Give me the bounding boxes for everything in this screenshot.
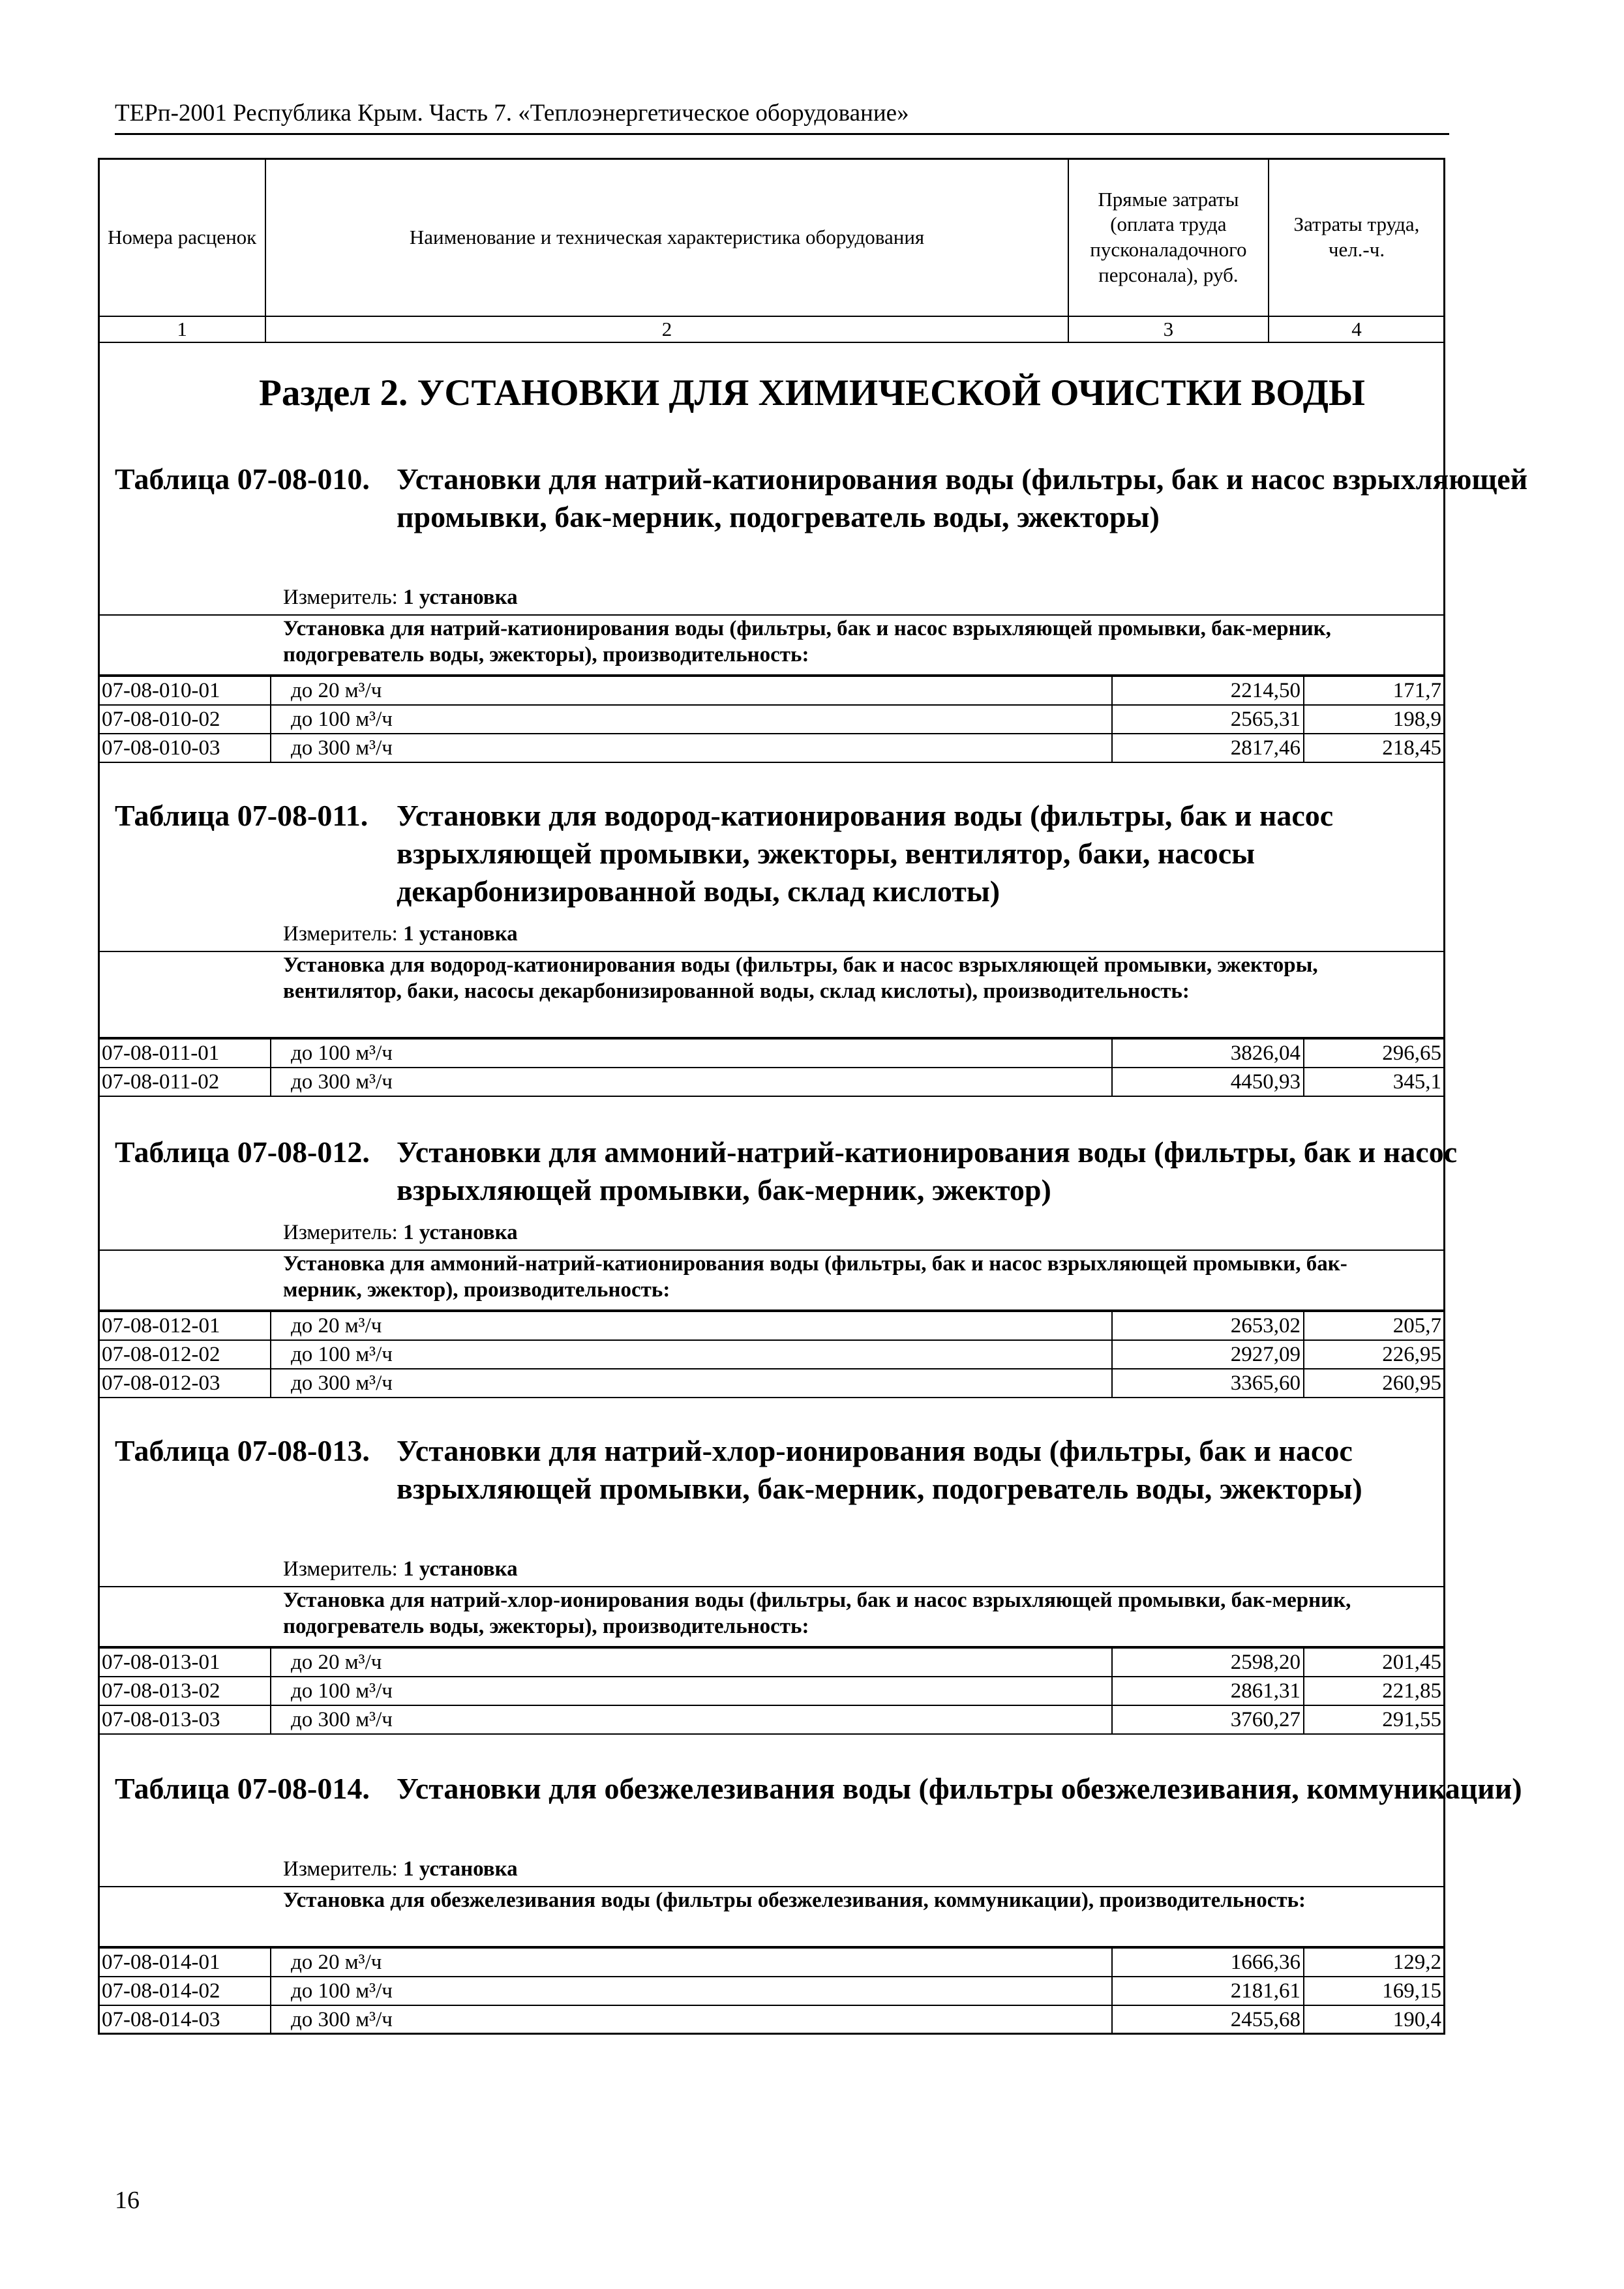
measure-label: Измеритель: — [283, 1557, 398, 1581]
table-title — [115, 1133, 1531, 1209]
rate-name: до 100 м³/ч — [271, 705, 1112, 734]
table-row — [98, 1705, 1445, 1734]
rates-table — [98, 1038, 1445, 1097]
rate-name: до 300 м³/ч — [271, 1369, 1112, 1398]
measure-value: 1 установка — [403, 1857, 518, 1881]
table-title-text: Установки для обезжелезивания воды (фильтры обезжелезивания, коммуникации) — [397, 1772, 1522, 1805]
measure-label: Измеритель: — [283, 586, 398, 609]
rate-code: 07-08-010-01 — [98, 676, 271, 705]
rate-cost: 2817,46 — [1112, 734, 1304, 762]
measure-label: Измеритель: — [283, 922, 398, 946]
measure-value: 1 установка — [403, 922, 518, 946]
rate-name: до 300 м³/ч — [271, 2005, 1112, 2034]
table-description-row — [98, 1886, 1445, 1947]
table-title-text: Установки для водород-катионирования воды (фильтры, бак и насос взрыхляющей промывки, эжекторы, вентилятор, баки, насосы декарбонизированной воды, склад кислоты) — [397, 799, 1334, 908]
rate-cost: 2181,61 — [1112, 1977, 1304, 2005]
rate-cost: 3826,04 — [1112, 1039, 1304, 1068]
rate-labor: 169,15 — [1304, 1977, 1445, 2005]
rate-name: до 300 м³/ч — [271, 1705, 1112, 1734]
table-title-text: Установки для натрий-хлор-ионирования воды (фильтры, бак и насос взрыхляющей промывки, бак-мерник, подогреватель воды, эжекторы) — [397, 1434, 1362, 1505]
rate-labor: 201,45 — [1304, 1648, 1445, 1677]
col-header-1: Номера расценок — [98, 158, 265, 316]
measure-line — [283, 1557, 518, 1581]
table-description-row — [98, 1249, 1445, 1311]
rate-code: 07-08-014-02 — [98, 1977, 271, 2005]
page-number: 16 — [115, 2187, 140, 2214]
measure-value: 1 установка — [403, 586, 518, 609]
table-description: Установка для натрий-катионирования воды (фильтры, бак и насос взрыхляющей промывки, бак-мерник, подогреватель воды, эжекторы), производительность: — [283, 617, 1331, 666]
rates-table — [98, 1647, 1445, 1735]
running-header: ТЕРп-2001 Республика Крым. Часть 7. «Теплоэнергетическое оборудование» — [115, 100, 909, 127]
table-row — [98, 1369, 1445, 1398]
rate-name: до 20 м³/ч — [271, 1648, 1112, 1677]
table-row — [98, 1039, 1445, 1068]
table-row — [98, 1068, 1445, 1096]
table-row — [98, 1648, 1445, 1677]
rate-cost: 2455,68 — [1112, 2005, 1304, 2034]
rate-labor: 260,95 — [1304, 1369, 1445, 1398]
table-title — [115, 1770, 1531, 1808]
table-description: Установка для аммоний-натрий-катионирования воды (фильтры, бак и насос взрыхляющей промывки, бак-мерник, эжектор), производительность: — [283, 1252, 1347, 1302]
table-description-row — [98, 951, 1445, 1038]
table-description: Установка для натрий-хлор-ионирования воды (фильтры, бак и насос взрыхляющей промывки, бак-мерник, подогреватель воды, эжекторы), производительность: — [283, 1589, 1351, 1638]
rate-cost: 2214,50 — [1112, 676, 1304, 705]
rate-labor: 226,95 — [1304, 1340, 1445, 1369]
rates-table — [98, 1311, 1445, 1398]
table-row — [98, 1948, 1445, 1977]
rate-name: до 100 м³/ч — [271, 1340, 1112, 1369]
measure-line — [283, 586, 518, 610]
rate-labor: 291,55 — [1304, 1705, 1445, 1734]
rate-code: 07-08-010-03 — [98, 734, 271, 762]
table-description: Установка для обезжелезивания воды (фильтры обезжелезивания, коммуникации), производительность: — [283, 1889, 1306, 1912]
rate-cost: 2598,20 — [1112, 1648, 1304, 1677]
rate-code: 07-08-014-01 — [98, 1948, 271, 1977]
table-row — [98, 705, 1445, 734]
rate-name: до 100 м³/ч — [271, 1039, 1112, 1068]
table-title-text: Установки для аммоний-натрий-катионирования воды (фильтры, бак и насос взрыхляющей промывки, бак-мерник, эжектор) — [397, 1135, 1458, 1206]
rate-name: до 20 м³/ч — [271, 676, 1112, 705]
table-code: Таблица 07-08-012. — [115, 1135, 370, 1169]
table-description-row — [98, 614, 1445, 676]
rate-code: 07-08-010-02 — [98, 705, 271, 734]
col-header-3: Прямые затраты (оплата труда пусконаладочного персонала), руб. — [1068, 158, 1269, 316]
rate-code: 07-08-012-02 — [98, 1340, 271, 1369]
rate-labor: 296,65 — [1304, 1039, 1445, 1068]
measure-value: 1 установка — [403, 1221, 518, 1244]
rate-cost: 4450,93 — [1112, 1068, 1304, 1096]
rate-labor: 129,2 — [1304, 1948, 1445, 1977]
rate-cost: 2653,02 — [1112, 1311, 1304, 1340]
rate-labor: 205,7 — [1304, 1311, 1445, 1340]
table-title — [115, 460, 1531, 536]
col-number-4: 4 — [1269, 316, 1445, 342]
measure-label: Измеритель: — [283, 1857, 398, 1881]
rate-name: до 100 м³/ч — [271, 1977, 1112, 2005]
rate-name: до 100 м³/ч — [271, 1677, 1112, 1705]
table-row — [98, 1311, 1445, 1340]
rate-cost: 1666,36 — [1112, 1948, 1304, 1977]
measure-line — [283, 1857, 518, 1881]
rate-labor: 218,45 — [1304, 734, 1445, 762]
rate-code: 07-08-011-02 — [98, 1068, 271, 1096]
col-header-2: Наименование и техническая характеристика оборудования — [265, 158, 1068, 316]
rate-code: 07-08-013-02 — [98, 1677, 271, 1705]
rate-cost: 2565,31 — [1112, 705, 1304, 734]
table-description: Установка для водород-катионирования воды (фильтры, бак и насос взрыхляющей промывки, эжекторы, вентилятор, баки, насосы декарбонизированной воды, склад кислоты), производительность: — [283, 953, 1318, 1003]
rate-name: до 20 м³/ч — [271, 1948, 1112, 1977]
table-row — [98, 1977, 1445, 2005]
rate-cost: 3365,60 — [1112, 1369, 1304, 1398]
rate-cost: 2861,31 — [1112, 1677, 1304, 1705]
table-code: Таблица 07-08-010. — [115, 462, 370, 496]
col-header-4: Затраты труда, чел.-ч. — [1269, 158, 1445, 316]
measure-label: Измеритель: — [283, 1221, 398, 1244]
rate-labor: 221,85 — [1304, 1677, 1445, 1705]
table-title-text: Установки для натрий-катионирования воды (фильтры, бак и насос взрыхляющей промывки, бак-мерник, подогреватель воды, эжекторы) — [397, 462, 1528, 533]
rate-cost: 3760,27 — [1112, 1705, 1304, 1734]
measure-line — [283, 1221, 518, 1245]
table-row — [98, 734, 1445, 762]
section-title: Раздел 2. УСТАНОВКИ ДЛЯ ХИМИЧЕСКОЙ ОЧИСТКИ ВОДЫ — [259, 372, 1365, 413]
table-row — [98, 2005, 1445, 2034]
measure-line — [283, 922, 518, 946]
column-header-table — [98, 158, 1445, 343]
header-rule — [115, 133, 1449, 135]
rate-code: 07-08-014-03 — [98, 2005, 271, 2034]
table-row — [98, 1677, 1445, 1705]
table-title — [115, 1432, 1531, 1508]
table-title — [115, 797, 1531, 910]
table-row — [98, 1340, 1445, 1369]
col-number-3: 3 — [1068, 316, 1269, 342]
rate-cost: 2927,09 — [1112, 1340, 1304, 1369]
rate-labor: 345,1 — [1304, 1068, 1445, 1096]
rate-labor: 190,4 — [1304, 2005, 1445, 2034]
rate-code: 07-08-011-01 — [98, 1039, 271, 1068]
rate-code: 07-08-013-01 — [98, 1648, 271, 1677]
table-description-row — [98, 1586, 1445, 1647]
table-row — [98, 676, 1445, 705]
col-number-1: 1 — [98, 316, 265, 342]
rate-labor: 198,9 — [1304, 705, 1445, 734]
table-code: Таблица 07-08-011. — [115, 799, 368, 832]
rate-code: 07-08-012-03 — [98, 1369, 271, 1398]
rates-table — [98, 676, 1445, 763]
rates-table — [98, 1947, 1445, 2035]
rate-name: до 300 м³/ч — [271, 734, 1112, 762]
rate-name: до 20 м³/ч — [271, 1311, 1112, 1340]
table-code: Таблица 07-08-014. — [115, 1772, 370, 1805]
col-number-2: 2 — [265, 316, 1068, 342]
table-code: Таблица 07-08-013. — [115, 1434, 370, 1467]
measure-value: 1 установка — [403, 1557, 518, 1581]
rate-labor: 171,7 — [1304, 676, 1445, 705]
rate-code: 07-08-012-01 — [98, 1311, 271, 1340]
rate-code: 07-08-013-03 — [98, 1705, 271, 1734]
rate-name: до 300 м³/ч — [271, 1068, 1112, 1096]
